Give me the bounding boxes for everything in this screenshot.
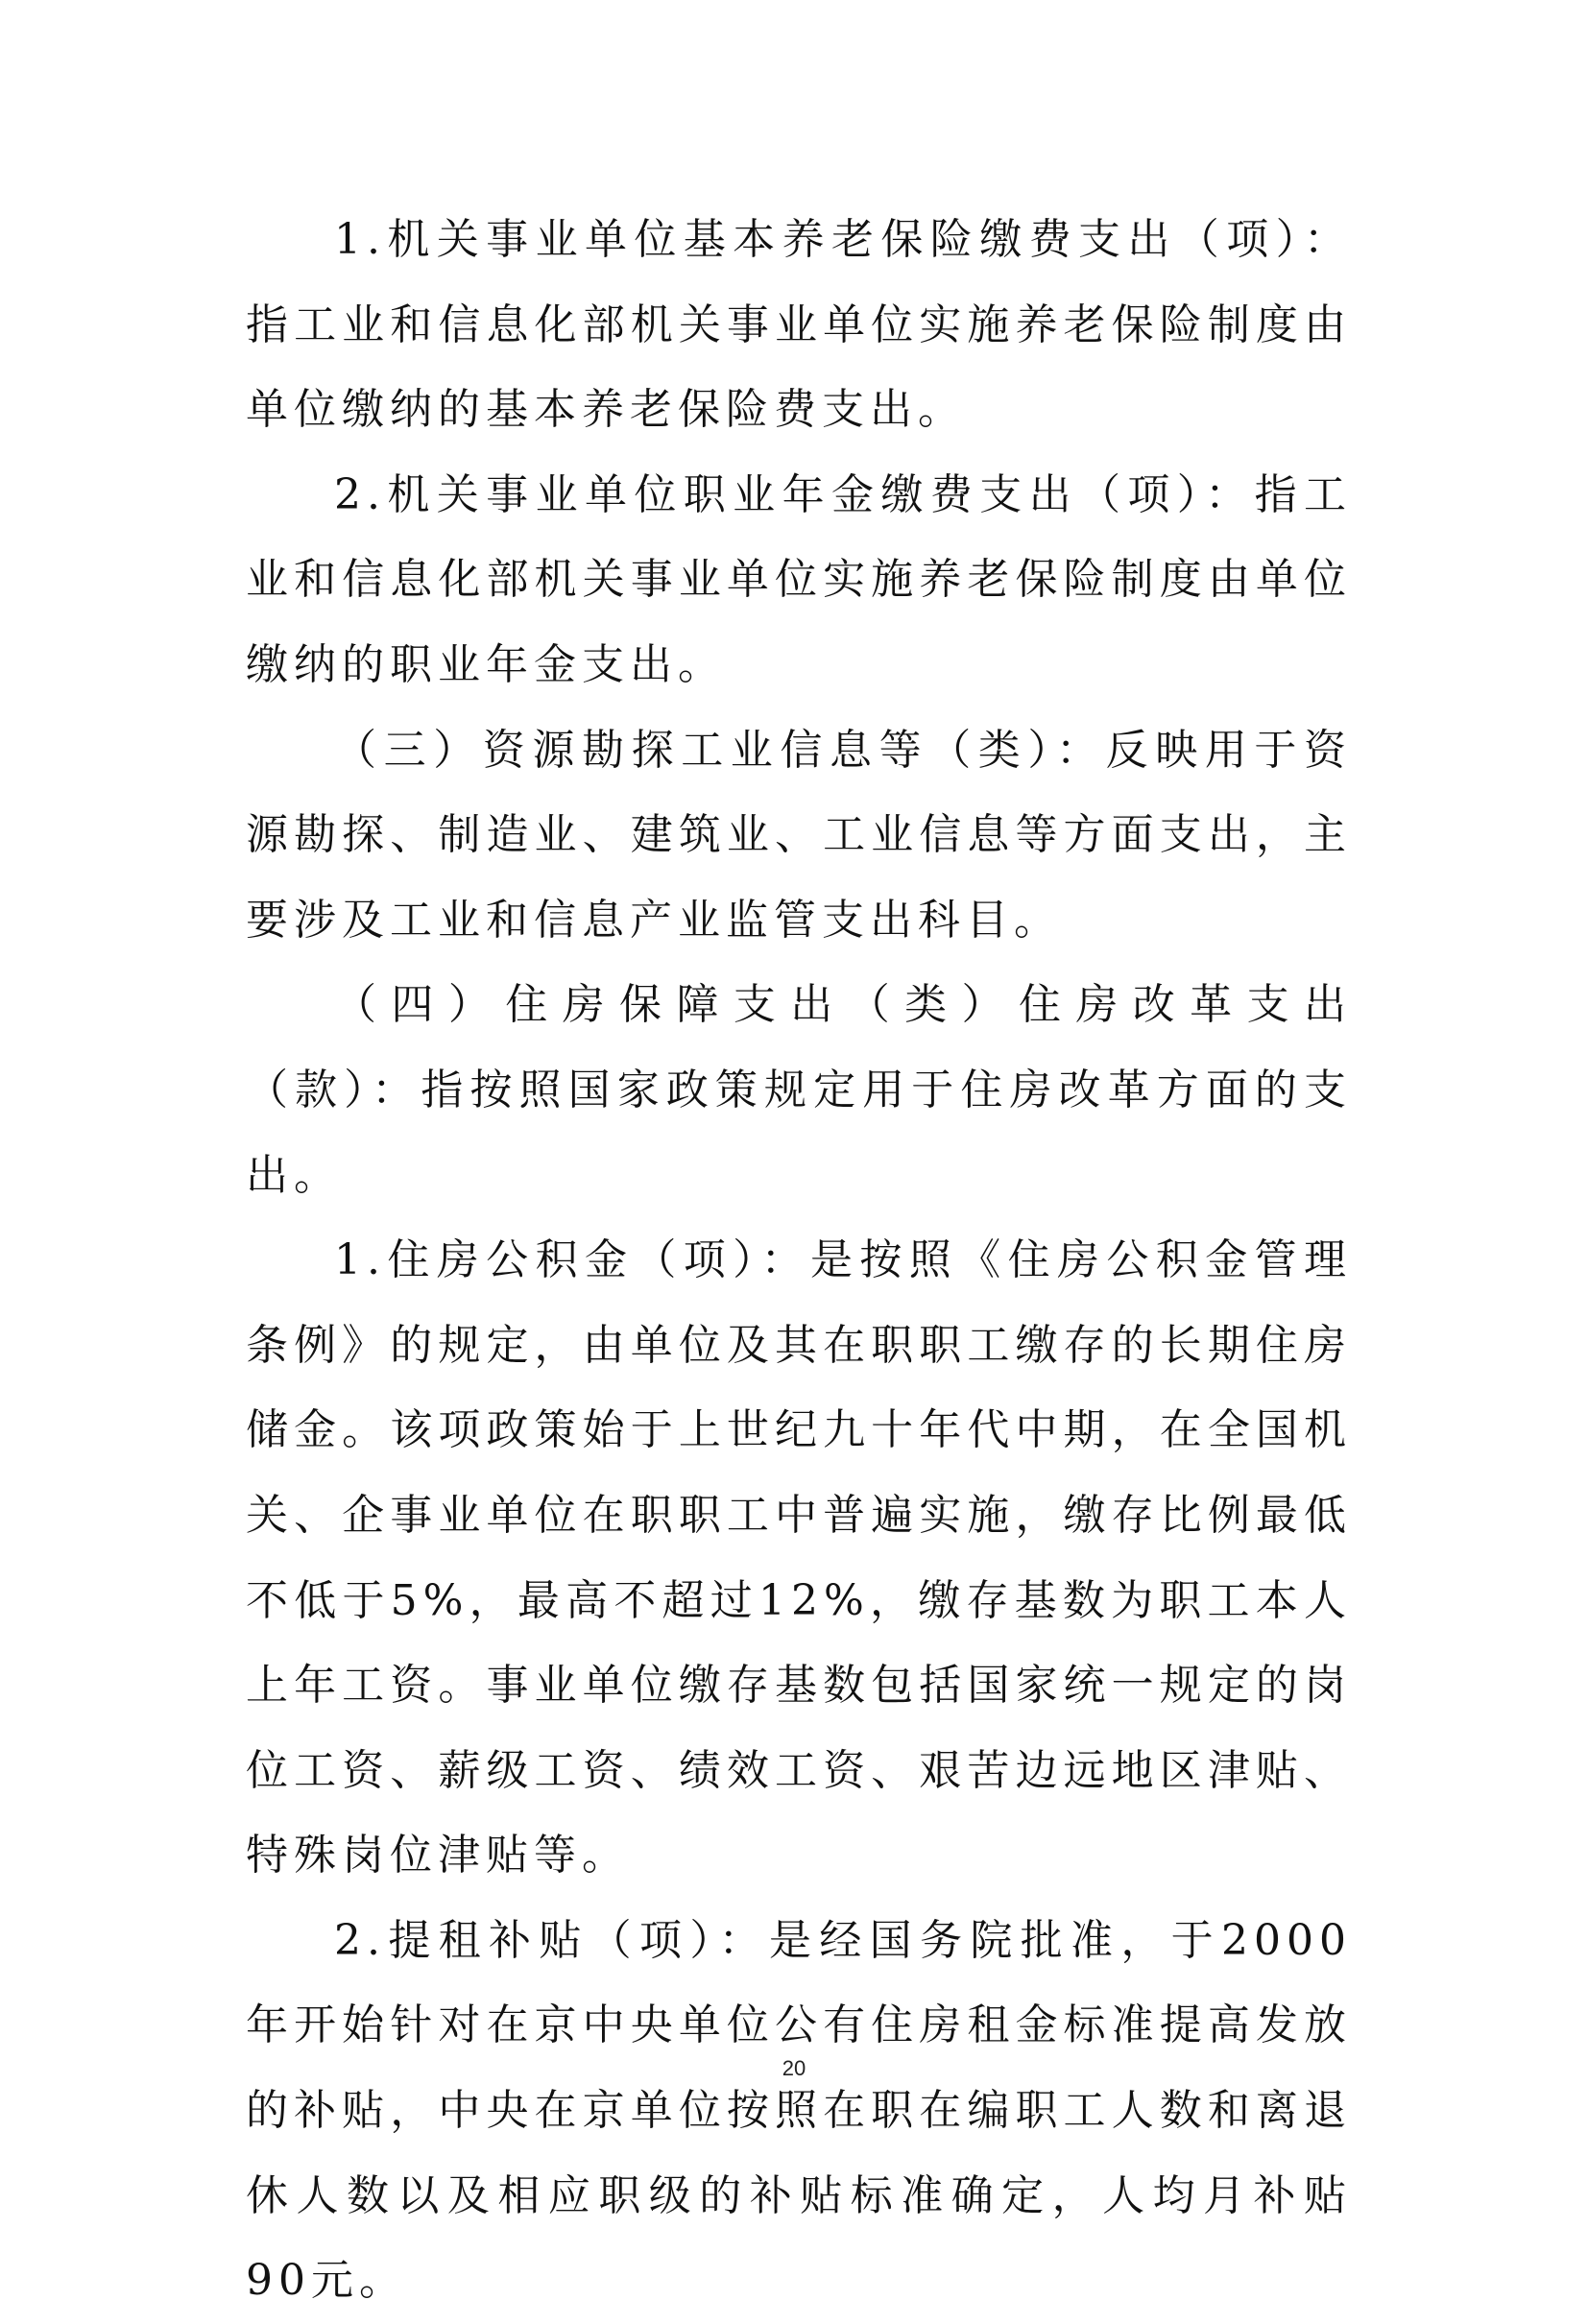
page-number: 20 [782,2056,806,2080]
paragraph-housing-fund: 1.住房公积金（项）：是按照《住房公积金管理条例》的规定，由单位及其在职职工缴存的长期住房储金。该项政策始于上世纪九十年代中期，在全国机关、企事业单位在职职工中普遍实施，缴存比例最低不低于5%，最高不超过12%，缴存基数为职工本人上年工资。事业单位缴存基数包括国家统一规定的岗位工资、薪级工资、绩效工资、艰苦边远地区津贴、特殊岗位津贴等。 [246,1235,1352,1881]
paragraph-rent-subsidy: 2.提租补贴（项）：是经国务院批准，于2000年开始针对在京中央单位公有住房租金标准提高发放的补贴，中央在京单位按照在职在编职工人数和离退休人数以及相应职级的补贴标准确定，人均月补贴90元。 [246,1915,1352,2306]
paragraph-resource-exploration: （三）资源勘探工业信息等（类）：反映用于资源勘探、制造业、建筑业、工业信息等方面支出，主要涉及工业和信息产业监管支出科目。 [246,725,1352,945]
paragraph-housing-security: （四）住房保障支出（类）住房改革支出（款）：指按照国家政策规定用于住房改革方面的支出。 [246,980,1352,1200]
paragraph-pension-insurance: 1.机关事业单位基本养老保险缴费支出（项）：指工业和信息化部机关事业单位实施养老保险制度由单位缴纳的基本养老保险费支出。 [246,215,1352,435]
paragraph-occupational-annuity: 2.机关事业单位职业年金缴费支出（项）：指工业和信息化部机关事业单位实施养老保险制度由单位缴纳的职业年金支出。 [246,469,1352,689]
body-text [246,198,1352,2324]
